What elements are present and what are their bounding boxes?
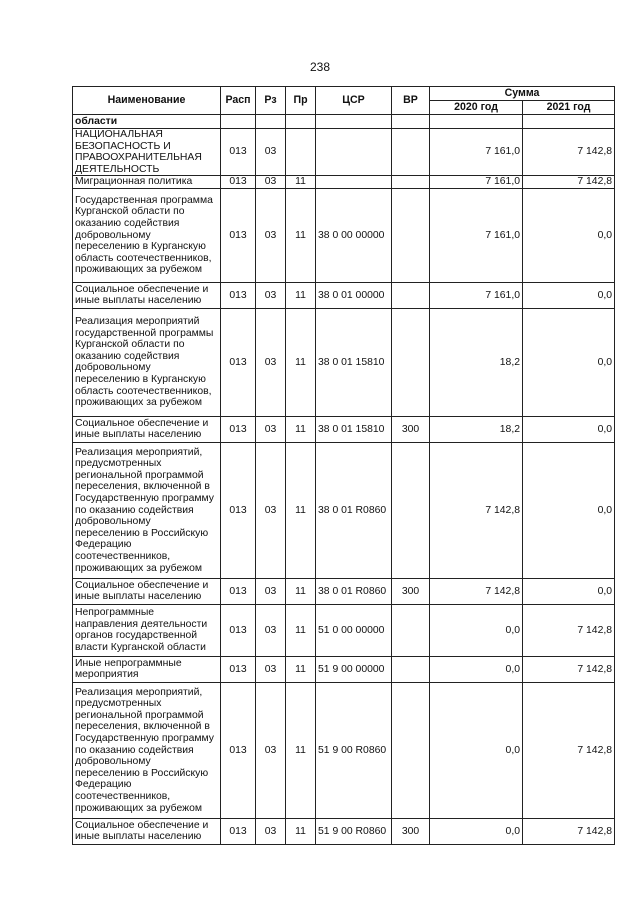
- row-rasp: 013: [221, 129, 256, 176]
- row-name: Реализация мероприятий государственной программы Курганской области по оказанию содействия добровольному переселению в Курганскую область соотечественников, проживающих за рубежом: [73, 308, 221, 416]
- row-rz: 03: [256, 129, 286, 176]
- table-body: [73, 115, 615, 845]
- table-row: [73, 416, 615, 442]
- header-sum: Сумма: [430, 87, 615, 101]
- row-rz: 03: [256, 442, 286, 578]
- table-row: [73, 682, 615, 818]
- row-name: Социальное обеспечение и иные выплаты населению: [73, 818, 221, 844]
- row-vr: [392, 656, 430, 682]
- row-name: Реализация мероприятий, предусмотренных региональной программой переселения, включенной в Государственную программу по оказанию содействия добровольному переселению в Российскую Федерацию соотечественников, проживающих за рубежом: [73, 682, 221, 818]
- row-rz: 03: [256, 656, 286, 682]
- row-name: Социальное обеспечение и иные выплаты населению: [73, 578, 221, 604]
- row-sum-2020: 7 161,0: [430, 129, 523, 176]
- row-pr: 11: [286, 308, 316, 416]
- row-sum-2021: 7 142,8: [523, 656, 615, 682]
- row-name: Иные непрограммные мероприятия: [73, 656, 221, 682]
- table-row: [73, 656, 615, 682]
- row-rasp: 013: [221, 188, 256, 282]
- table-row: [73, 578, 615, 604]
- row-sum-2020: 18,2: [430, 308, 523, 416]
- row-rz: 03: [256, 282, 286, 308]
- row-rz: 03: [256, 818, 286, 844]
- row-sum-2020: 7 161,0: [430, 188, 523, 282]
- row-sum-2021: 7 142,8: [523, 176, 615, 189]
- row-rasp: 013: [221, 656, 256, 682]
- row-rasp: 013: [221, 442, 256, 578]
- row-sum-2021: 7 142,8: [523, 818, 615, 844]
- row-pr: 11: [286, 818, 316, 844]
- row-vr: [392, 188, 430, 282]
- table-row: [73, 282, 615, 308]
- row-sum-2021: 7 142,8: [523, 129, 615, 176]
- row-rasp: 013: [221, 818, 256, 844]
- row-sum-2021: 7 142,8: [523, 604, 615, 656]
- row-sum-2020: 0,0: [430, 604, 523, 656]
- table-row: [73, 308, 615, 416]
- row-csr: 38 0 01 00000: [316, 282, 392, 308]
- row-vr: 300: [392, 818, 430, 844]
- row-csr: 51 9 00 00000: [316, 656, 392, 682]
- row-sum-2020: [430, 115, 523, 129]
- table-row: [73, 604, 615, 656]
- row-sum-2020: 7 161,0: [430, 176, 523, 189]
- header-rz: Рз: [256, 87, 286, 115]
- row-name: Государственная программа Курганской области по оказанию содействия добровольному переселению в Курганскую область соотечественников, проживающих за рубежом: [73, 188, 221, 282]
- row-sum-2021: [523, 115, 615, 129]
- row-sum-2021: 0,0: [523, 188, 615, 282]
- row-name: Социальное обеспечение и иные выплаты населению: [73, 282, 221, 308]
- table-row: [73, 129, 615, 176]
- table-row: [73, 442, 615, 578]
- row-rasp: 013: [221, 578, 256, 604]
- budget-table: [72, 86, 615, 845]
- row-vr: [392, 604, 430, 656]
- row-vr: 300: [392, 416, 430, 442]
- row-sum-2021: 7 142,8: [523, 682, 615, 818]
- row-rasp: 013: [221, 282, 256, 308]
- row-sum-2020: 0,0: [430, 656, 523, 682]
- row-rasp: 013: [221, 682, 256, 818]
- row-pr: 11: [286, 656, 316, 682]
- row-csr: 38 0 01 R0860: [316, 578, 392, 604]
- row-vr: [392, 115, 430, 129]
- row-rasp: 013: [221, 604, 256, 656]
- row-name: Миграционная политика: [73, 176, 221, 189]
- table-row: [73, 115, 615, 129]
- row-vr: [392, 282, 430, 308]
- row-sum-2020: 7 161,0: [430, 282, 523, 308]
- row-pr: 11: [286, 578, 316, 604]
- row-rz: 03: [256, 176, 286, 189]
- row-rz: [256, 115, 286, 129]
- header-pr: Пр: [286, 87, 316, 115]
- row-csr: 38 0 01 R0860: [316, 442, 392, 578]
- table-row: [73, 818, 615, 844]
- header-rasp: Расп: [221, 87, 256, 115]
- row-csr: [316, 115, 392, 129]
- row-vr: [392, 682, 430, 818]
- row-rz: 03: [256, 188, 286, 282]
- row-sum-2021: 0,0: [523, 442, 615, 578]
- row-sum-2021: 0,0: [523, 308, 615, 416]
- row-rasp: 013: [221, 416, 256, 442]
- row-csr: 51 9 00 R0860: [316, 682, 392, 818]
- row-pr: 11: [286, 416, 316, 442]
- row-rz: 03: [256, 604, 286, 656]
- row-csr: [316, 129, 392, 176]
- header-name: Наименование: [73, 87, 221, 115]
- header-csr: ЦСР: [316, 87, 392, 115]
- row-csr: 38 0 01 15810: [316, 308, 392, 416]
- row-name: Непрограммные направления деятельности органов государственной власти Курганской области: [73, 604, 221, 656]
- row-csr: 38 0 01 15810: [316, 416, 392, 442]
- row-vr: [392, 442, 430, 578]
- row-name: Реализация мероприятий, предусмотренных региональной программой переселения, включенной в Государственную программу по оказанию содействия добровольному переселению в Российскую Федерацию соотечественников, проживающих за рубежом: [73, 442, 221, 578]
- row-vr: 300: [392, 578, 430, 604]
- row-rz: 03: [256, 416, 286, 442]
- row-csr: 38 0 00 00000: [316, 188, 392, 282]
- row-pr: 11: [286, 604, 316, 656]
- row-sum-2020: 0,0: [430, 818, 523, 844]
- row-rz: 03: [256, 682, 286, 818]
- header-2020: 2020 год: [430, 101, 523, 115]
- row-sum-2020: 7 142,8: [430, 442, 523, 578]
- row-csr: [316, 176, 392, 189]
- header-2021: 2021 год: [523, 101, 615, 115]
- row-sum-2021: 0,0: [523, 416, 615, 442]
- row-csr: 51 0 00 00000: [316, 604, 392, 656]
- row-pr: [286, 129, 316, 176]
- row-pr: 11: [286, 176, 316, 189]
- row-rz: 03: [256, 578, 286, 604]
- row-pr: 11: [286, 188, 316, 282]
- page-number: 238: [309, 60, 331, 74]
- row-sum-2021: 0,0: [523, 578, 615, 604]
- row-sum-2021: 0,0: [523, 282, 615, 308]
- row-pr: [286, 115, 316, 129]
- row-rz: 03: [256, 308, 286, 416]
- row-name: области: [73, 115, 221, 129]
- table-row: [73, 188, 615, 282]
- header-vr: ВР: [392, 87, 430, 115]
- table-row: [73, 176, 615, 189]
- row-csr: 51 9 00 R0860: [316, 818, 392, 844]
- row-vr: [392, 308, 430, 416]
- row-pr: 11: [286, 682, 316, 818]
- row-sum-2020: 0,0: [430, 682, 523, 818]
- row-name: НАЦИОНАЛЬНАЯ БЕЗОПАСНОСТЬ И ПРАВООХРАНИТЕЛЬНАЯ ДЕЯТЕЛЬНОСТЬ: [73, 129, 221, 176]
- row-sum-2020: 7 142,8: [430, 578, 523, 604]
- row-name: Социальное обеспечение и иные выплаты населению: [73, 416, 221, 442]
- row-rasp: 013: [221, 176, 256, 189]
- row-sum-2020: 18,2: [430, 416, 523, 442]
- row-rasp: [221, 115, 256, 129]
- row-vr: [392, 129, 430, 176]
- row-rasp: 013: [221, 308, 256, 416]
- row-pr: 11: [286, 282, 316, 308]
- row-pr: 11: [286, 442, 316, 578]
- row-vr: [392, 176, 430, 189]
